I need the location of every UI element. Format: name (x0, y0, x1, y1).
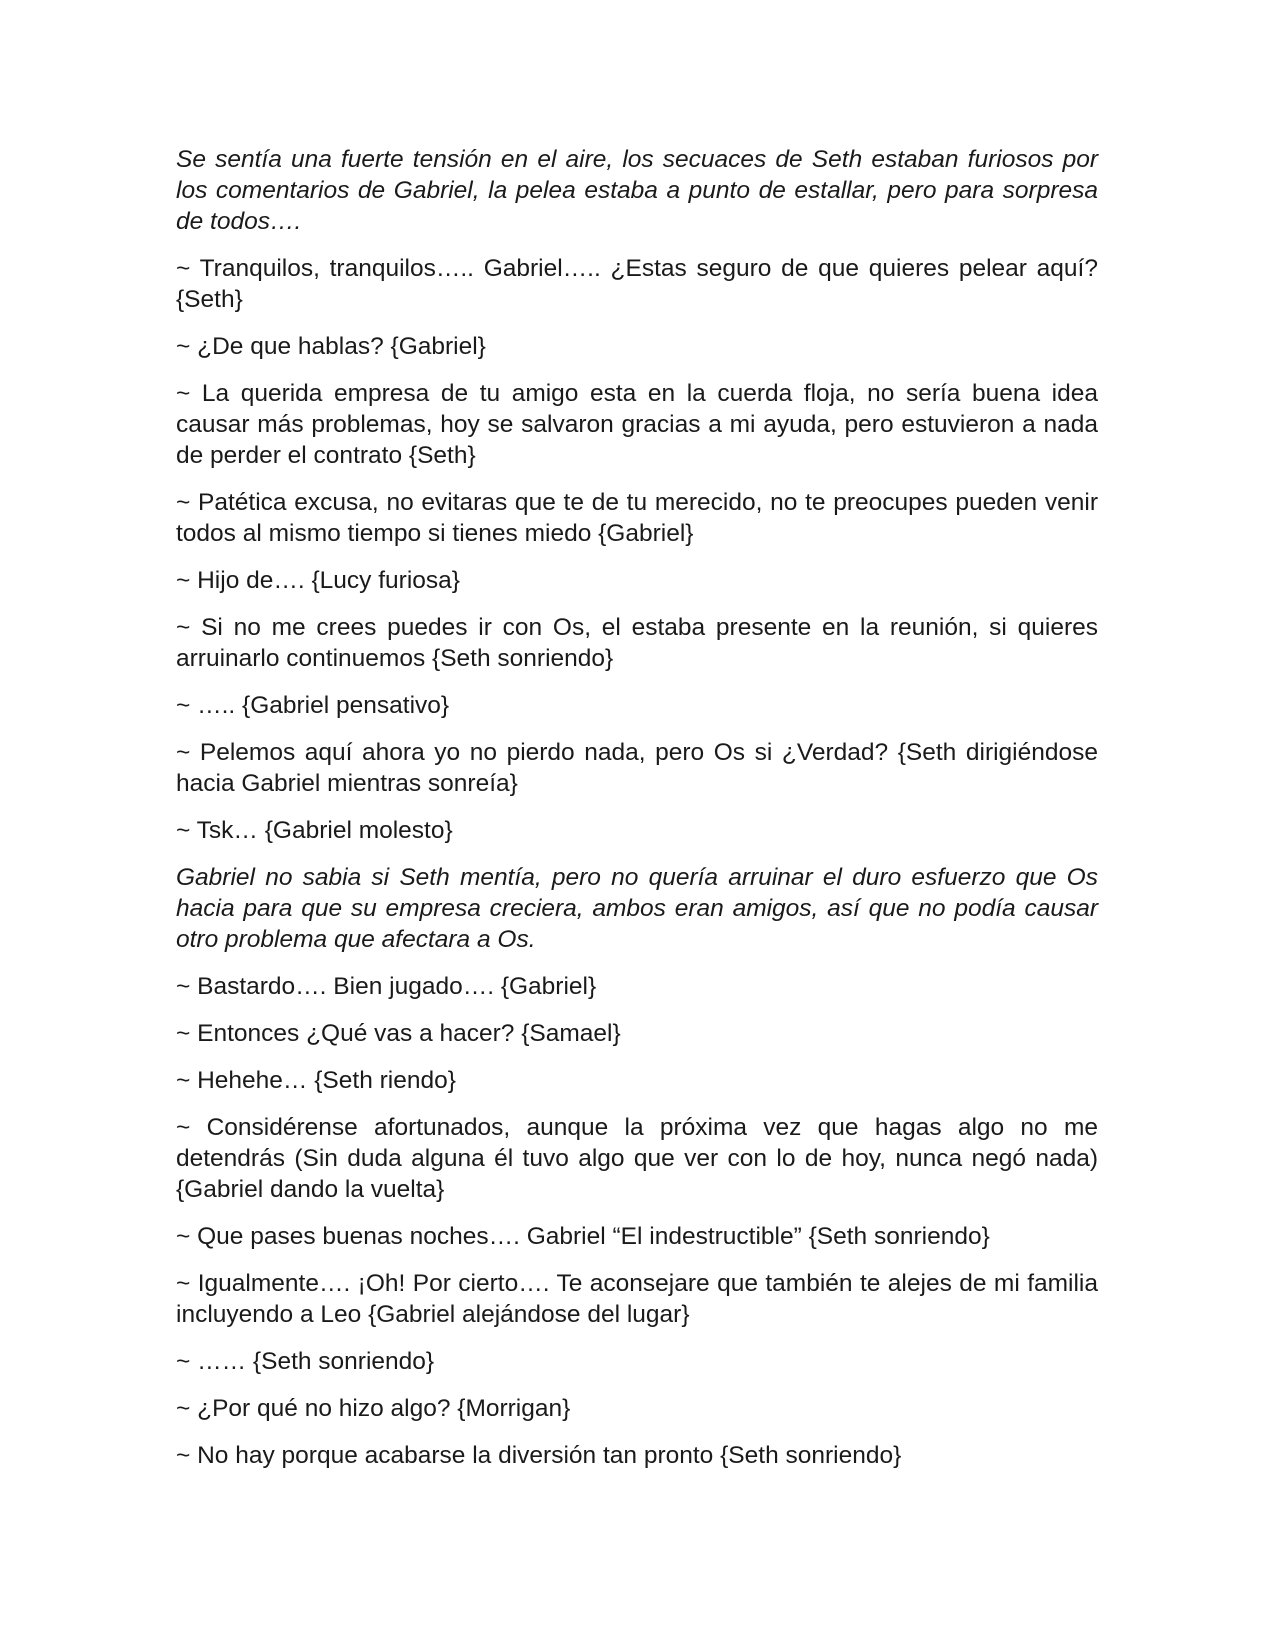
dialogue-line: ~ Considérense afortunados, aunque la próxima vez que hagas algo no me detendrás (Sin duda alguna él tuvo algo que ver con lo de hoy, nunca negó nada) {Gabriel dando la vuelta} (176, 1114, 1098, 1203)
dialogue-line: ~ Igualmente…. ¡Oh! Por cierto…. Te aconsejare que también te alejes de mi familia incluyendo a Leo {Gabriel alejándose del lugar} (176, 1270, 1098, 1328)
dialogue-line: ~ La querida empresa de tu amigo esta en la cuerda floja, no sería buena idea causar más problemas, hoy se salvaron gracias a mi ayuda, pero estuvieron a nada de perder el contrato {Seth} (176, 380, 1098, 469)
dialogue-line: ~ ¿Por qué no hizo algo? {Morrigan} (176, 1395, 571, 1422)
dialogue-line: ~ Tsk… {Gabriel molesto} (176, 817, 453, 844)
dialogue-line: ~ ….. {Gabriel pensativo} (176, 692, 450, 719)
dialogue-line: ~ Pelemos aquí ahora yo no pierdo nada, pero Os si ¿Verdad? {Seth dirigiéndose hacia Gabriel mientras sonreía} (176, 739, 1098, 797)
dialogue-line: ~ Bastardo…. Bien jugado…. {Gabriel} (176, 973, 597, 1000)
dialogue-line: ~ Entonces ¿Qué vas a hacer? {Samael} (176, 1020, 621, 1047)
dialogue-line: ~ Hijo de…. {Lucy furiosa} (176, 567, 460, 594)
narration-paragraph: Gabriel no sabia si Seth mentía, pero no quería arruinar el duro esfuerzo que Os hacia para que su empresa creciera, ambos eran amigos, así que no podía causar otro problema que afectara a Os. (176, 864, 1098, 953)
dialogue-line: ~ No hay porque acabarse la diversión tan pronto {Seth sonriendo} (176, 1442, 902, 1469)
dialogue-line: ~ Si no me crees puedes ir con Os, el estaba presente en la reunión, si quieres arruinarlo continuemos {Seth sonriendo} (176, 614, 1098, 672)
dialogue-line: ~ Que pases buenas noches…. Gabriel “El indestructible” {Seth sonriendo} (176, 1223, 990, 1250)
dialogue-line: ~ Hehehe… {Seth riendo} (176, 1067, 456, 1094)
dialogue-line: ~ ¿De que hablas? {Gabriel} (176, 333, 486, 360)
dialogue-line: ~ Tranquilos, tranquilos….. Gabriel….. ¿Estas seguro de que quieres pelear aquí? {Seth} (176, 255, 1098, 313)
dialogue-line: ~ …… {Seth sonriendo} (176, 1348, 435, 1375)
dialogue-line: ~ Patética excusa, no evitaras que te de tu merecido, no te preocupes pueden venir todos al mismo tiempo si tienes miedo {Gabriel} (176, 489, 1098, 547)
narration-paragraph: Se sentía una fuerte tensión en el aire, los secuaces de Seth estaban furiosos por los comentarios de Gabriel, la pelea estaba a punto de estallar, pero para sorpresa de todos…. (176, 146, 1098, 235)
document-page (176, 144, 1098, 1487)
